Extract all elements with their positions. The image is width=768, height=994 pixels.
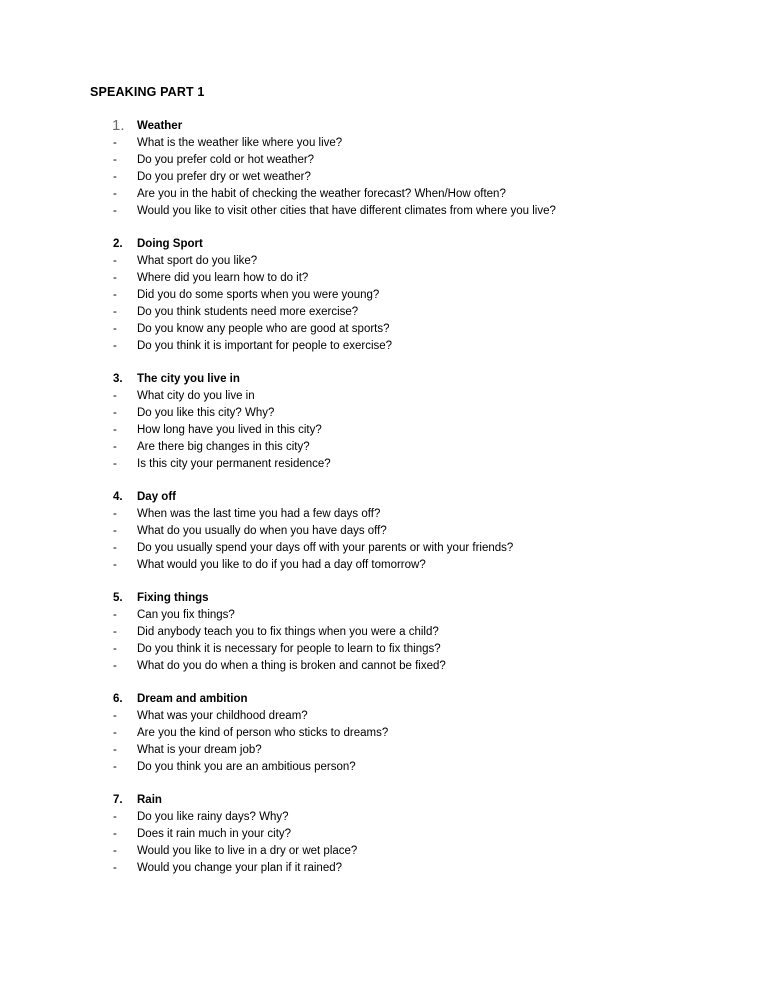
bullet-dash: -	[113, 828, 117, 840]
question-text: What city do you live in	[137, 390, 255, 402]
bullet-dash: -	[113, 609, 117, 621]
question-item	[90, 523, 710, 540]
topic-heading	[90, 236, 710, 253]
question-item	[90, 135, 710, 152]
bullet-dash: -	[113, 811, 117, 823]
question-text: Do you think you are an ambitious person?	[137, 761, 356, 773]
bullet-dash: -	[113, 458, 117, 470]
question-item	[90, 270, 710, 287]
question-text: Would you change your plan if it rained?	[137, 862, 343, 874]
topic-section	[90, 236, 710, 355]
topic-heading	[90, 118, 710, 135]
question-item	[90, 186, 710, 203]
question-item	[90, 253, 710, 270]
bullet-dash: -	[113, 340, 117, 352]
topic-heading	[90, 371, 710, 388]
question-text: What is the weather like where you live?	[137, 137, 343, 149]
bullet-dash: -	[113, 188, 117, 200]
topic-heading	[90, 489, 710, 506]
question-text: What would you like to do if you had a day off tomorrow?	[137, 559, 426, 571]
question-item	[90, 304, 710, 321]
topic-heading	[90, 792, 710, 809]
question-item	[90, 725, 710, 742]
question-item	[90, 506, 710, 523]
bullet-dash: -	[113, 761, 117, 773]
question-text: What do you usually do when you have days off?	[137, 525, 387, 537]
question-item	[90, 641, 710, 658]
page-title: SPEAKING PART 1	[90, 85, 205, 99]
question-text: Do you like rainy days? Why?	[137, 811, 289, 823]
question-text: Do you prefer cold or hot weather?	[137, 154, 315, 166]
bullet-dash: -	[113, 744, 117, 756]
bullet-dash: -	[113, 441, 117, 453]
question-item	[90, 809, 710, 826]
topic-title: Rain	[137, 794, 162, 806]
question-text: Are you in the habit of checking the weather forecast? When/How often?	[137, 188, 506, 200]
question-item	[90, 338, 710, 355]
question-item	[90, 607, 710, 624]
question-text: What do you do when a thing is broken and cannot be fixed?	[137, 660, 446, 672]
question-text: Do you think students need more exercise?	[137, 306, 359, 318]
question-text: Is this city your permanent residence?	[137, 458, 331, 470]
bullet-dash: -	[113, 660, 117, 672]
question-item	[90, 557, 710, 574]
bullet-dash: -	[113, 205, 117, 217]
bullet-dash: -	[113, 424, 117, 436]
bullet-dash: -	[113, 508, 117, 520]
topic-heading	[90, 691, 710, 708]
question-text: Do you usually spend your days off with your parents or with your friends?	[137, 542, 514, 554]
question-item	[90, 540, 710, 557]
bullet-dash: -	[113, 306, 117, 318]
question-item	[90, 826, 710, 843]
question-text: What was your childhood dream?	[137, 710, 308, 722]
bullet-dash: -	[113, 289, 117, 301]
question-text: Are there big changes in this city?	[137, 441, 310, 453]
question-text: Did anybody teach you to fix things when you were a child?	[137, 626, 439, 638]
topic-section	[90, 489, 710, 574]
bullet-dash: -	[113, 710, 117, 722]
question-item	[90, 843, 710, 860]
question-item	[90, 456, 710, 473]
question-item	[90, 742, 710, 759]
bullet-dash: -	[113, 272, 117, 284]
topic-section	[90, 590, 710, 675]
question-text: Where did you learn how to do it?	[137, 272, 309, 284]
topic-heading	[90, 590, 710, 607]
question-text: How long have you lived in this city?	[137, 424, 322, 436]
question-text: Does it rain much in your city?	[137, 828, 292, 840]
topic-section	[90, 371, 710, 473]
question-text: Do you think it is important for people to exercise?	[137, 340, 393, 352]
topic-section	[90, 792, 710, 877]
question-item	[90, 169, 710, 186]
topic-number: 2.	[113, 238, 123, 250]
question-item	[90, 203, 710, 220]
question-item	[90, 321, 710, 338]
topic-title: Fixing things	[137, 592, 209, 604]
topic-section	[90, 118, 710, 220]
question-item	[90, 624, 710, 641]
topic-title: Weather	[137, 120, 183, 132]
question-item	[90, 388, 710, 405]
question-item	[90, 422, 710, 439]
question-item	[90, 708, 710, 725]
question-text: What is your dream job?	[137, 744, 262, 756]
bullet-dash: -	[113, 862, 117, 874]
question-text: Do you know any people who are good at sports?	[137, 323, 390, 335]
topic-number: 1.	[112, 117, 125, 134]
question-item	[90, 860, 710, 877]
question-text: Can you fix things?	[137, 609, 235, 621]
question-text: Would you like to live in a dry or wet place?	[137, 845, 358, 857]
question-text: What sport do you like?	[137, 255, 258, 267]
bullet-dash: -	[113, 171, 117, 183]
topic-section	[90, 691, 710, 776]
bullet-dash: -	[113, 390, 117, 402]
topic-number: 3.	[113, 373, 123, 385]
bullet-dash: -	[113, 137, 117, 149]
question-item	[90, 287, 710, 304]
bullet-dash: -	[113, 727, 117, 739]
question-item	[90, 152, 710, 169]
bullet-dash: -	[113, 643, 117, 655]
bullet-dash: -	[113, 626, 117, 638]
bullet-dash: -	[113, 542, 117, 554]
question-text: Do you prefer dry or wet weather?	[137, 171, 311, 183]
question-item	[90, 658, 710, 675]
question-text: Would you like to visit other cities that have different climates from where you live?	[137, 205, 556, 217]
topic-title: Day off	[137, 491, 176, 503]
question-text: Do you think it is necessary for people to learn to fix things?	[137, 643, 441, 655]
bullet-dash: -	[113, 323, 117, 335]
bullet-dash: -	[113, 525, 117, 537]
topic-title: Dream and ambition	[137, 693, 248, 705]
question-text: Did you do some sports when you were young?	[137, 289, 380, 301]
topic-number: 7.	[113, 794, 123, 806]
speaking-topics-list	[90, 118, 710, 877]
bullet-dash: -	[113, 255, 117, 267]
bullet-dash: -	[113, 559, 117, 571]
topic-title: Doing Sport	[137, 238, 203, 250]
topic-number: 4.	[113, 491, 123, 503]
question-item	[90, 759, 710, 776]
topic-title: The city you live in	[137, 373, 240, 385]
question-text: Are you the kind of person who sticks to dreams?	[137, 727, 389, 739]
bullet-dash: -	[113, 845, 117, 857]
question-item	[90, 439, 710, 456]
question-text: Do you like this city? Why?	[137, 407, 275, 419]
bullet-dash: -	[113, 154, 117, 166]
question-item	[90, 405, 710, 422]
question-text: When was the last time you had a few days off?	[137, 508, 381, 520]
bullet-dash: -	[113, 407, 117, 419]
topic-number: 5.	[113, 592, 123, 604]
topic-number: 6.	[113, 693, 123, 705]
